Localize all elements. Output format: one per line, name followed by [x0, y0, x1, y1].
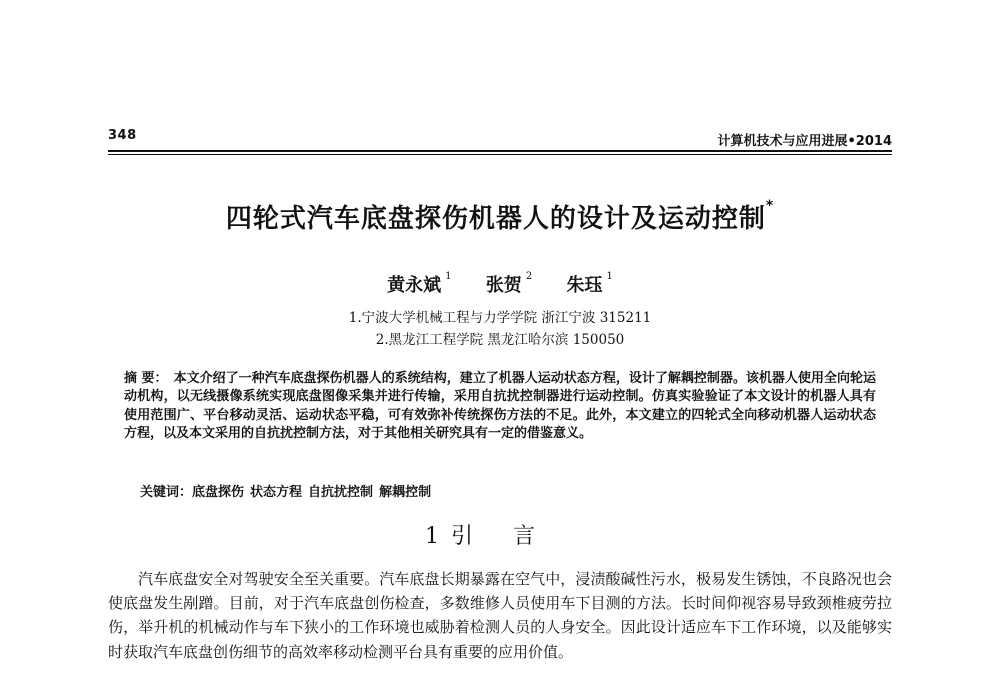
- author-affil-mark: 2: [525, 271, 533, 282]
- abstract-text: 本文介绍了一种汽车底盘探伤机器人的系统结构，建立了机器人运动状态方程，设计了解耦控制器。该机器人使用全向轮运动机构，以无线摄像系统实现底盘图像采集并进行传输，采用自抗扰控制器进行运动控制。仿真实验验证了本文设计的机器人具有使用范围广、平台移动灵活、运动状态平稳，可有效弥补传统探伤方法的不足。此外，本文建立的四轮式全向移动机器人运动状态方程，以及本文采用的自抗扰控制方法，对于其他相关研究具有一定的借鉴意义。: [124, 371, 876, 442]
- affiliation-2: 2.黑龙江工程学院 黑龙江哈尔滨 150050: [375, 332, 625, 348]
- author-affil-mark: 1: [606, 271, 613, 282]
- author-list: [108, 271, 892, 297]
- author-1: [387, 271, 452, 296]
- keyword: 状态方程: [250, 485, 303, 500]
- body-paragraph: 汽车底盘安全对驾驶安全至关重要。汽车底盘长期暴露在空气中，浸渍酸碱性污水，极易发生锈蚀，不良路况也会使底盘发生剐蹭。目前，对于汽车底盘创伤检查，多数维修人员使用车下目测的方法。长时间仰视容易导致颈椎疲劳拉伤，举升机的机械动作与车下狭小的工作环境也威胁着检测人员的人身安全。因此设计适应车下工作环境，以及能够实时获取汽车底盘创伤细节的高效率移动检测平台具有重要的应用价值。: [108, 570, 892, 661]
- affiliation-1: 1.宁波大学机械工程与力学学院 浙江宁波 315211: [348, 310, 652, 326]
- keyword: 自抗扰控制: [308, 485, 374, 500]
- journal-name: 计算机技术与应用进展•2014: [717, 134, 892, 149]
- section-title: 引言: [450, 524, 575, 549]
- keyword-list: [192, 485, 437, 500]
- author-name: 张贺: [485, 275, 522, 296]
- header-rule: [108, 150, 892, 155]
- abstract-label: 摘 要：: [124, 371, 168, 386]
- abstract: [124, 370, 876, 444]
- keyword: 解耦控制: [379, 485, 432, 500]
- title-text: 四轮式汽车底盘探伤机器人的设计及运动控制: [225, 204, 766, 234]
- author-name: 朱珏: [566, 275, 603, 296]
- keywords: [140, 481, 876, 500]
- keyword: 底盘探伤: [192, 485, 245, 500]
- title-footnote-mark: *: [765, 198, 775, 214]
- author-2: [485, 271, 533, 296]
- paper-title: [108, 198, 892, 235]
- author-affil-mark: 1: [445, 271, 452, 282]
- keywords-label: 关键词：: [140, 485, 193, 500]
- section-heading: [108, 519, 892, 550]
- author-name: 黄永斌: [387, 275, 442, 296]
- section-number: 1: [424, 524, 439, 549]
- page-number: 348: [108, 128, 137, 143]
- author-3: [566, 271, 613, 296]
